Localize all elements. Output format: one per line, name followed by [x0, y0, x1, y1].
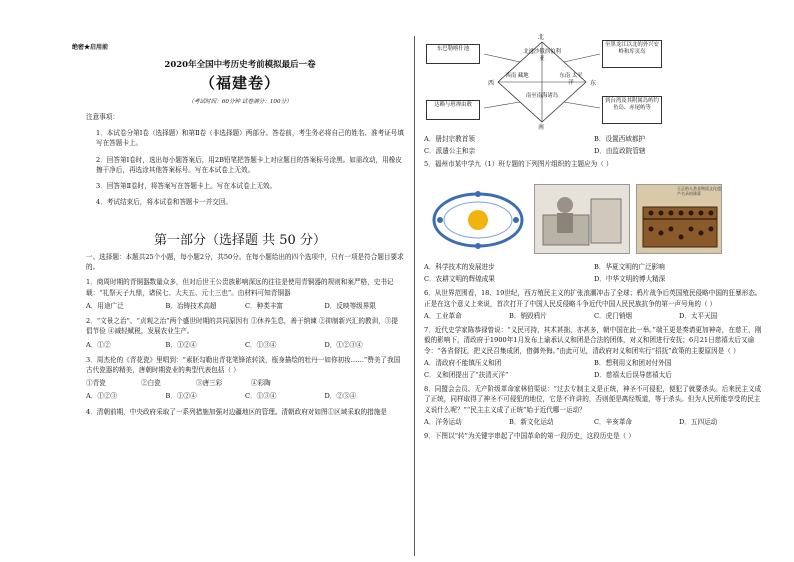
diagram-inner-east: 东南 太平洋 — [559, 73, 583, 87]
q4-options — [424, 134, 764, 170]
question-6-stem: 6．从世界范围看，18、19世纪，西方殖民主义的扩张浪潮冲击了全球；鸦片战争后英国殖民侵略中国的狂暴形态。正是在这个意义上来说，首次打开了中国人民反侵略斗争近代中国人民民族抗争的第一声号角的（ ） — [424, 289, 762, 308]
exam-region: （福建卷） — [199, 74, 280, 92]
note-4: 4．考试结束后，将本试卷和答题卡一并交回。 — [96, 198, 233, 207]
question-8-stem: 8．同盟会会员、无产阶级革命家林伯渠说：“过去专制主义是正统，神圣不可侵犯，便犯了就要杀头。后来民主义成了正统，同样取得了神圣不可侵犯的地位，它是不许讲的，否则便是离经叛道，等于杀头。但为人民所能享受的民主义说什么呢？”“民主主义成了正统”始于近代哪一运动？ — [424, 385, 762, 414]
diagram-box-northwest: 东巴勒喀什池 — [426, 44, 480, 64]
q3-item-2: ②白瓷 — [141, 379, 161, 388]
direction-north: 北 — [538, 34, 545, 41]
q4-option-a[interactable]: A．册封宗教首领 — [424, 135, 475, 143]
q7-option-a[interactable]: A．清政府不能镇压义和团 — [424, 358, 502, 367]
direction-west: 西 — [488, 80, 495, 87]
q3-item-1: ①青瓷 — [86, 379, 106, 388]
q5-option-d[interactable]: D．中华文明的博大精深 — [594, 275, 666, 284]
question-1-stem: 1．商周时期的青铜器数量众多，但对后世王公贵族影响深远的往往是使用青铜器的规则和案严格，史书记载：“礼祭天子九鼎，诸侯七、大夫五、元士三也”。由材料可知青铜器 — [86, 278, 394, 297]
q3-item-4: ④彩陶 — [251, 379, 271, 388]
question-1 — [86, 277, 404, 311]
q8-option-a[interactable]: A．洋务运动 — [424, 417, 462, 426]
question-3 — [86, 355, 404, 402]
note-2: 2．回答第Ⅰ卷时，选出每小题答案后，用2B铅笔把答题卡上对应题目的答案标号涂黑。如需改动，用橡皮擦干净后，再选涂其他答案标号。写在本试卷上无效。 — [96, 155, 402, 174]
secret-label: 绝密★启用前 — [72, 44, 109, 51]
q7-option-d[interactable]: D．慈禧太后误导慈禧太后 — [594, 370, 672, 379]
q1-option-a[interactable]: A．用途广泛 — [86, 301, 124, 310]
printing-icon — [535, 185, 631, 255]
q3-option-d[interactable]: D．②③④ — [324, 392, 357, 401]
q7-option-c[interactable]: C．义和团提出了“扶清灭洋” — [424, 370, 509, 379]
q7-option-b[interactable]: B．想利用义和团对付外国 — [594, 358, 672, 367]
q1-option-b[interactable]: B．冶铸技术高超 — [165, 301, 217, 310]
q6-option-a[interactable]: A．工业革命 — [424, 311, 462, 320]
diagram-box-south: 南至南海诸岛 — [525, 93, 559, 99]
q6-option-d[interactable]: D．太平天国 — [679, 311, 718, 320]
solar-terms-image — [430, 184, 526, 254]
direction-south: 南 — [538, 124, 545, 131]
diagram-box-southwest: 达赖与班禅由敕 — [426, 100, 480, 120]
part1-title: 第一部分（选择题 共 50 分） — [154, 233, 326, 248]
q4-option-d[interactable]: D．由监政院管辖 — [594, 147, 646, 156]
diagram-inner-west: 西南 藏地 — [505, 73, 529, 79]
q2-option-a[interactable]: A．①② — [86, 340, 111, 349]
q2-option-c[interactable]: C．①③④ — [245, 340, 277, 349]
question-2-stem: 2．“文景之治”、“贞观之治”两个盛世时期的共同原因有 ①休养生息，善于纳谏 ②抑制新兴汇的教训，③提倡节俭 ④减轻赋税，发展农业生产。 — [86, 317, 398, 336]
q6-option-b[interactable]: B．销毁鸦片 — [509, 311, 547, 320]
note-1: 1．本试卷分第Ⅰ卷（选择题）和第Ⅱ卷（非选择题）两部分。答卷前，考生务必将自己的姓名、准考证号填写在答题卡上。 — [96, 129, 404, 148]
q4-option-c[interactable]: C．派遣公主和亲 — [424, 147, 476, 156]
q3-item-3: ③唐三彩 — [196, 379, 223, 388]
note-3: 3．回答第Ⅱ卷时，将答案写在答题卡上。写在本试卷上无效。 — [96, 182, 277, 191]
q1-option-d[interactable]: D．反映等级界限 — [324, 301, 376, 310]
notes-heading: 注意事项： — [86, 113, 119, 121]
left-questions — [86, 252, 404, 417]
abacus-caption: 王正的人类非物质文化遗产名录的珠算 — [677, 186, 721, 196]
q3-option-c[interactable]: C．①③④ — [245, 392, 277, 401]
q5-option-b[interactable]: B．华夏文明的广泛影响 — [594, 263, 665, 271]
question-4-stem: 4．清朝前期，中央政府采取了一系列措施加强对边疆地区的管理。清朝政府对如图①区域采取的措施是 — [86, 407, 387, 416]
q8-option-d[interactable]: D．五四运动 — [679, 417, 718, 426]
solar-terms-icon — [430, 184, 526, 254]
q8-option-c[interactable]: C．辛亥革命 — [594, 417, 633, 426]
q2-option-b[interactable]: B．①②④ — [165, 340, 197, 349]
question-7-stem: 7．近代史学家陈恭禄曾说：“义民可持，其术甚拙，亦甚多，朝中国在此一举。”端王更是奏请更加神奇，在慈王，刚毅的影响下，清政府于1900年1月发布上谕承认义和团是合法的团体，对义和团进行安抚；6月21日慈禧太后又谕令：“各省督抚，把义民召集成团，借御外侮。”由此可见，清政府对义和团实行“招抚”政策的主要原因是（ ） — [424, 326, 762, 355]
q8-option-b[interactable]: B．新文化运动 — [509, 417, 554, 426]
question-2 — [86, 316, 404, 350]
right-questions — [424, 262, 764, 441]
question-4 — [86, 407, 404, 417]
diagram-box-northeast: 至黑龙江以北的外兴安岭和库页岛 — [602, 40, 662, 68]
q5-option-a[interactable]: A．科学技术的发展进步 — [424, 263, 495, 271]
question-3-stem: 3．周杰伦的《青花瓷》里唱到：“素胚勾勒出青花笔锋浓转淡，瓶身描绘的牡丹一如你初妆……”赞美了我国古代瓷器的精美，唐朝时期瓷业的典型代表包括（ ） — [86, 355, 401, 374]
question-9-stem: 9．下图以“转”为关键字串起了中国革命的第一段历史，这段历史是（ ） — [424, 432, 635, 441]
territory-diagram — [424, 34, 664, 131]
q3-option-b[interactable]: B．①②④ — [165, 392, 197, 401]
q1-option-c[interactable]: C．种类丰富 — [245, 301, 284, 310]
direction-east: 东 — [590, 80, 597, 87]
notes-section — [86, 112, 404, 208]
question-5-stem: 5．福州市某中学九（1）班专题的下列图片组织的主题应为（ ） — [424, 160, 613, 169]
diagram-box-north: 北逃沙俄西伯利亚 — [523, 49, 561, 63]
q3-option-a[interactable]: A．①②③ — [86, 392, 118, 401]
abacus-image — [636, 184, 722, 254]
q4-option-b[interactable]: B．设置西域都护 — [594, 135, 646, 143]
exam-title: 2020年全国中考历史考前模拟最后一卷 — [164, 60, 316, 70]
exam-meta: （考试时间：60分钟 试卷满分：100分） — [188, 99, 292, 105]
q6-option-c[interactable]: C．虎门销烟 — [594, 311, 633, 320]
diagram-box-southeast: 到台湾及其附属岛屿钓鱼岛、赤尾屿等 — [602, 96, 662, 124]
q5-option-c[interactable]: C．农耕文明的辉煌成果 — [424, 275, 495, 284]
q2-option-d[interactable]: D．①②③④ — [324, 340, 363, 349]
printing-image — [534, 184, 630, 254]
column-divider — [414, 36, 415, 556]
part1-intro: 一、选择题：本题共25个小题，每小题2分，共50分。在每小题给出的四个选项中，只有一项是符合题目要求的。 — [86, 253, 404, 272]
